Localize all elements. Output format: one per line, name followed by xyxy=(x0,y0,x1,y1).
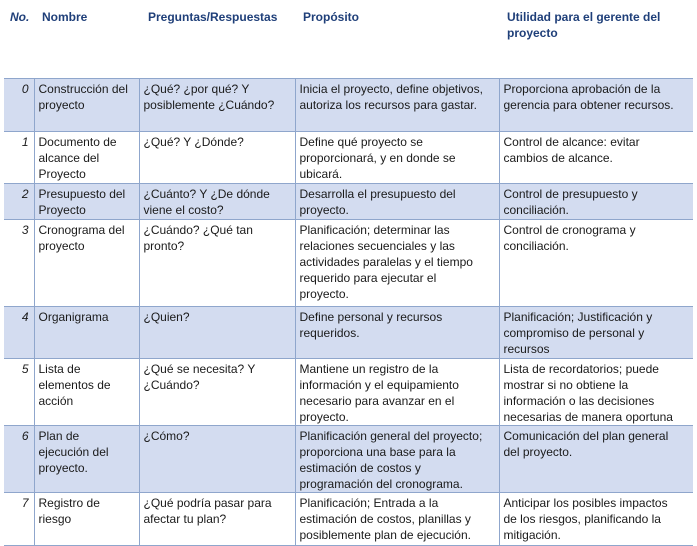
cell-line: ¿Quien? xyxy=(143,310,190,324)
header-no: No. xyxy=(10,10,30,24)
cell-line: estimación de costos y xyxy=(299,461,421,475)
cell-utilidad xyxy=(499,132,693,184)
cell-preguntas xyxy=(139,426,295,493)
cell-line: Planificación; Entrada a la xyxy=(299,496,439,510)
cell-line: Construcción del xyxy=(38,82,128,96)
cell-preguntas xyxy=(139,132,295,184)
cell-line: proyecto. xyxy=(38,461,88,475)
cell-line: información y el equipamiento xyxy=(299,378,459,392)
cell-line: relaciones secuenciales y las xyxy=(299,239,455,253)
cell-line: Proporciona aprobación de la xyxy=(503,82,661,96)
cell-line: 2 xyxy=(21,187,29,201)
cell-line: necesarias de manera oportuna xyxy=(503,410,673,424)
cell-line: gerencia para obtener recursos. xyxy=(503,98,674,112)
cell-line: Control de presupuesto y xyxy=(503,187,638,201)
cell-line: 3 xyxy=(21,223,29,237)
cell-line: información o las decisiones xyxy=(503,394,655,408)
cell-line: del proyecto. xyxy=(503,445,573,459)
cell-no xyxy=(4,220,34,307)
table-row xyxy=(4,426,693,493)
cell-line: ejecución del xyxy=(38,445,109,459)
header-nombre: Nombre xyxy=(42,10,88,24)
deliverables-table xyxy=(4,78,693,546)
header-utilidad-line1: Utilidad para el gerente del xyxy=(507,10,661,24)
cell-line: posiblemente plan de ejecución. xyxy=(299,528,471,542)
cell-line: Organigrama xyxy=(38,310,109,324)
header-utilidad-line2: proyecto xyxy=(507,26,558,40)
cell-line: 4 xyxy=(21,310,29,324)
cell-line: de los riesgos, planificando la xyxy=(503,512,661,526)
cell-line: 6 xyxy=(21,429,29,443)
cell-line: proporciona una base para la xyxy=(299,445,456,459)
cell-no xyxy=(4,493,34,546)
cell-preguntas xyxy=(139,79,295,132)
cell-utilidad xyxy=(499,493,693,546)
cell-line: Plan de xyxy=(38,429,80,443)
cell-line: 5 xyxy=(21,362,29,376)
table-header xyxy=(0,0,697,78)
cell-line: Lista de xyxy=(38,362,81,376)
cell-line: ¿Cuánto? Y ¿De dónde xyxy=(143,187,270,201)
cell-line: proyecto. xyxy=(299,287,349,301)
table-row xyxy=(4,220,693,307)
cell-proposito xyxy=(295,426,499,493)
cell-line: afectar tu plan? xyxy=(143,512,227,526)
cell-line: ¿Cómo? xyxy=(143,429,190,443)
cell-proposito xyxy=(295,359,499,426)
cell-line: estimación de costos, planillas y xyxy=(299,512,471,526)
cell-line: conciliación. xyxy=(503,203,569,217)
cell-line: proporcionará, y en donde se xyxy=(299,151,456,165)
cell-line: Control de alcance: evitar xyxy=(503,135,640,149)
cell-line: elementos de xyxy=(38,378,111,392)
cell-preguntas xyxy=(139,184,295,220)
cell-line: Registro de xyxy=(38,496,100,510)
cell-line: mitigación. xyxy=(503,528,561,542)
table-row xyxy=(4,359,693,426)
header-utilidad xyxy=(507,9,660,41)
cell-line: pronto? xyxy=(143,239,185,253)
cell-nombre xyxy=(34,493,139,546)
cell-line: ¿Qué? Y ¿Dónde? xyxy=(143,135,244,149)
cell-utilidad xyxy=(499,220,693,307)
cell-line: Comunicación del plan general xyxy=(503,429,669,443)
cell-preguntas xyxy=(139,493,295,546)
cell-utilidad xyxy=(499,307,693,359)
cell-proposito xyxy=(295,220,499,307)
cell-line: Lista de recordatorios; puede xyxy=(503,362,659,376)
cell-line: proyecto. xyxy=(299,410,349,424)
cell-utilidad xyxy=(499,359,693,426)
cell-line: autoriza los recursos para gastar. xyxy=(299,98,477,112)
cell-line: Cronograma del xyxy=(38,223,125,237)
cell-no xyxy=(4,359,34,426)
cell-line: Define personal y recursos xyxy=(299,310,443,324)
cell-line: actividades paralelas y el tiempo xyxy=(299,255,473,269)
cell-no xyxy=(4,307,34,359)
cell-line: proyecto xyxy=(38,239,85,253)
cell-line: 0 xyxy=(21,82,29,96)
cell-line: Define qué proyecto se xyxy=(299,135,423,149)
cell-line: Proyecto xyxy=(38,203,86,217)
cell-nombre xyxy=(34,426,139,493)
cell-line: Inicia el proyecto, define objetivos, xyxy=(299,82,483,96)
cell-line: proyecto. xyxy=(299,203,349,217)
cell-line: cambios de alcance. xyxy=(503,151,613,165)
cell-line: necesario para avanzar en el xyxy=(299,394,455,408)
cell-no xyxy=(4,132,34,184)
cell-no xyxy=(4,79,34,132)
cell-proposito xyxy=(295,79,499,132)
table-row xyxy=(4,79,693,132)
cell-utilidad xyxy=(499,184,693,220)
cell-line: recursos xyxy=(503,342,550,356)
cell-line: Presupuesto del xyxy=(38,187,126,201)
cell-line: requerido para ejecutar el xyxy=(299,271,437,285)
cell-nombre xyxy=(34,184,139,220)
cell-no xyxy=(4,426,34,493)
cell-line: Anticipar los posibles impactos xyxy=(503,496,668,510)
cell-line: Mantiene un registro de la xyxy=(299,362,439,376)
cell-line: Desarrolla el presupuesto del xyxy=(299,187,456,201)
table-row xyxy=(4,493,693,546)
cell-proposito xyxy=(295,132,499,184)
cell-line: requeridos. xyxy=(299,326,360,340)
header-proposito: Propósito xyxy=(303,10,359,24)
cell-preguntas xyxy=(139,307,295,359)
cell-nombre xyxy=(34,132,139,184)
cell-line: Proyecto xyxy=(38,167,86,181)
cell-proposito xyxy=(295,184,499,220)
cell-line: ¿Qué podría pasar para xyxy=(143,496,272,510)
cell-line: alcance del xyxy=(38,151,100,165)
cell-nombre xyxy=(34,307,139,359)
table-row xyxy=(4,307,693,359)
cell-line: ¿Qué se necesita? Y xyxy=(143,362,256,376)
cell-line: Documento de xyxy=(38,135,117,149)
header-preguntas: Preguntas/Respuestas xyxy=(148,10,278,24)
cell-line: ¿Qué? ¿por qué? Y xyxy=(143,82,250,96)
cell-proposito xyxy=(295,307,499,359)
cell-nombre xyxy=(34,359,139,426)
cell-line: acción xyxy=(38,394,74,408)
cell-line: programación del cronograma. xyxy=(299,477,463,491)
cell-line: 7 xyxy=(21,496,29,510)
table-row xyxy=(4,184,693,220)
cell-line: compromiso de personal y xyxy=(503,326,645,340)
cell-proposito xyxy=(295,493,499,546)
cell-line: Control de cronograma y xyxy=(503,223,636,237)
cell-nombre xyxy=(34,79,139,132)
cell-line: ¿Cuándo? xyxy=(143,378,200,392)
cell-nombre xyxy=(34,220,139,307)
cell-preguntas xyxy=(139,220,295,307)
cell-line: mostrar si no obtiene la xyxy=(503,378,629,392)
cell-line: conciliación. xyxy=(503,239,569,253)
cell-utilidad xyxy=(499,426,693,493)
cell-line: viene el costo? xyxy=(143,203,224,217)
cell-line: ubicará. xyxy=(299,167,343,181)
cell-line: Planificación; Justificación y xyxy=(503,310,653,324)
cell-line: proyecto xyxy=(38,98,85,112)
cell-no xyxy=(4,184,34,220)
cell-preguntas xyxy=(139,359,295,426)
cell-line: riesgo xyxy=(38,512,72,526)
cell-line: ¿Cuándo? ¿Qué tan xyxy=(143,223,253,237)
cell-line: posiblemente ¿Cuándo? xyxy=(143,98,275,112)
cell-line: 1 xyxy=(21,135,29,149)
table-row xyxy=(4,132,693,184)
cell-line: Planificación general del proyecto; xyxy=(299,429,483,443)
cell-line: Planificación; determinar las xyxy=(299,223,450,237)
cell-utilidad xyxy=(499,79,693,132)
